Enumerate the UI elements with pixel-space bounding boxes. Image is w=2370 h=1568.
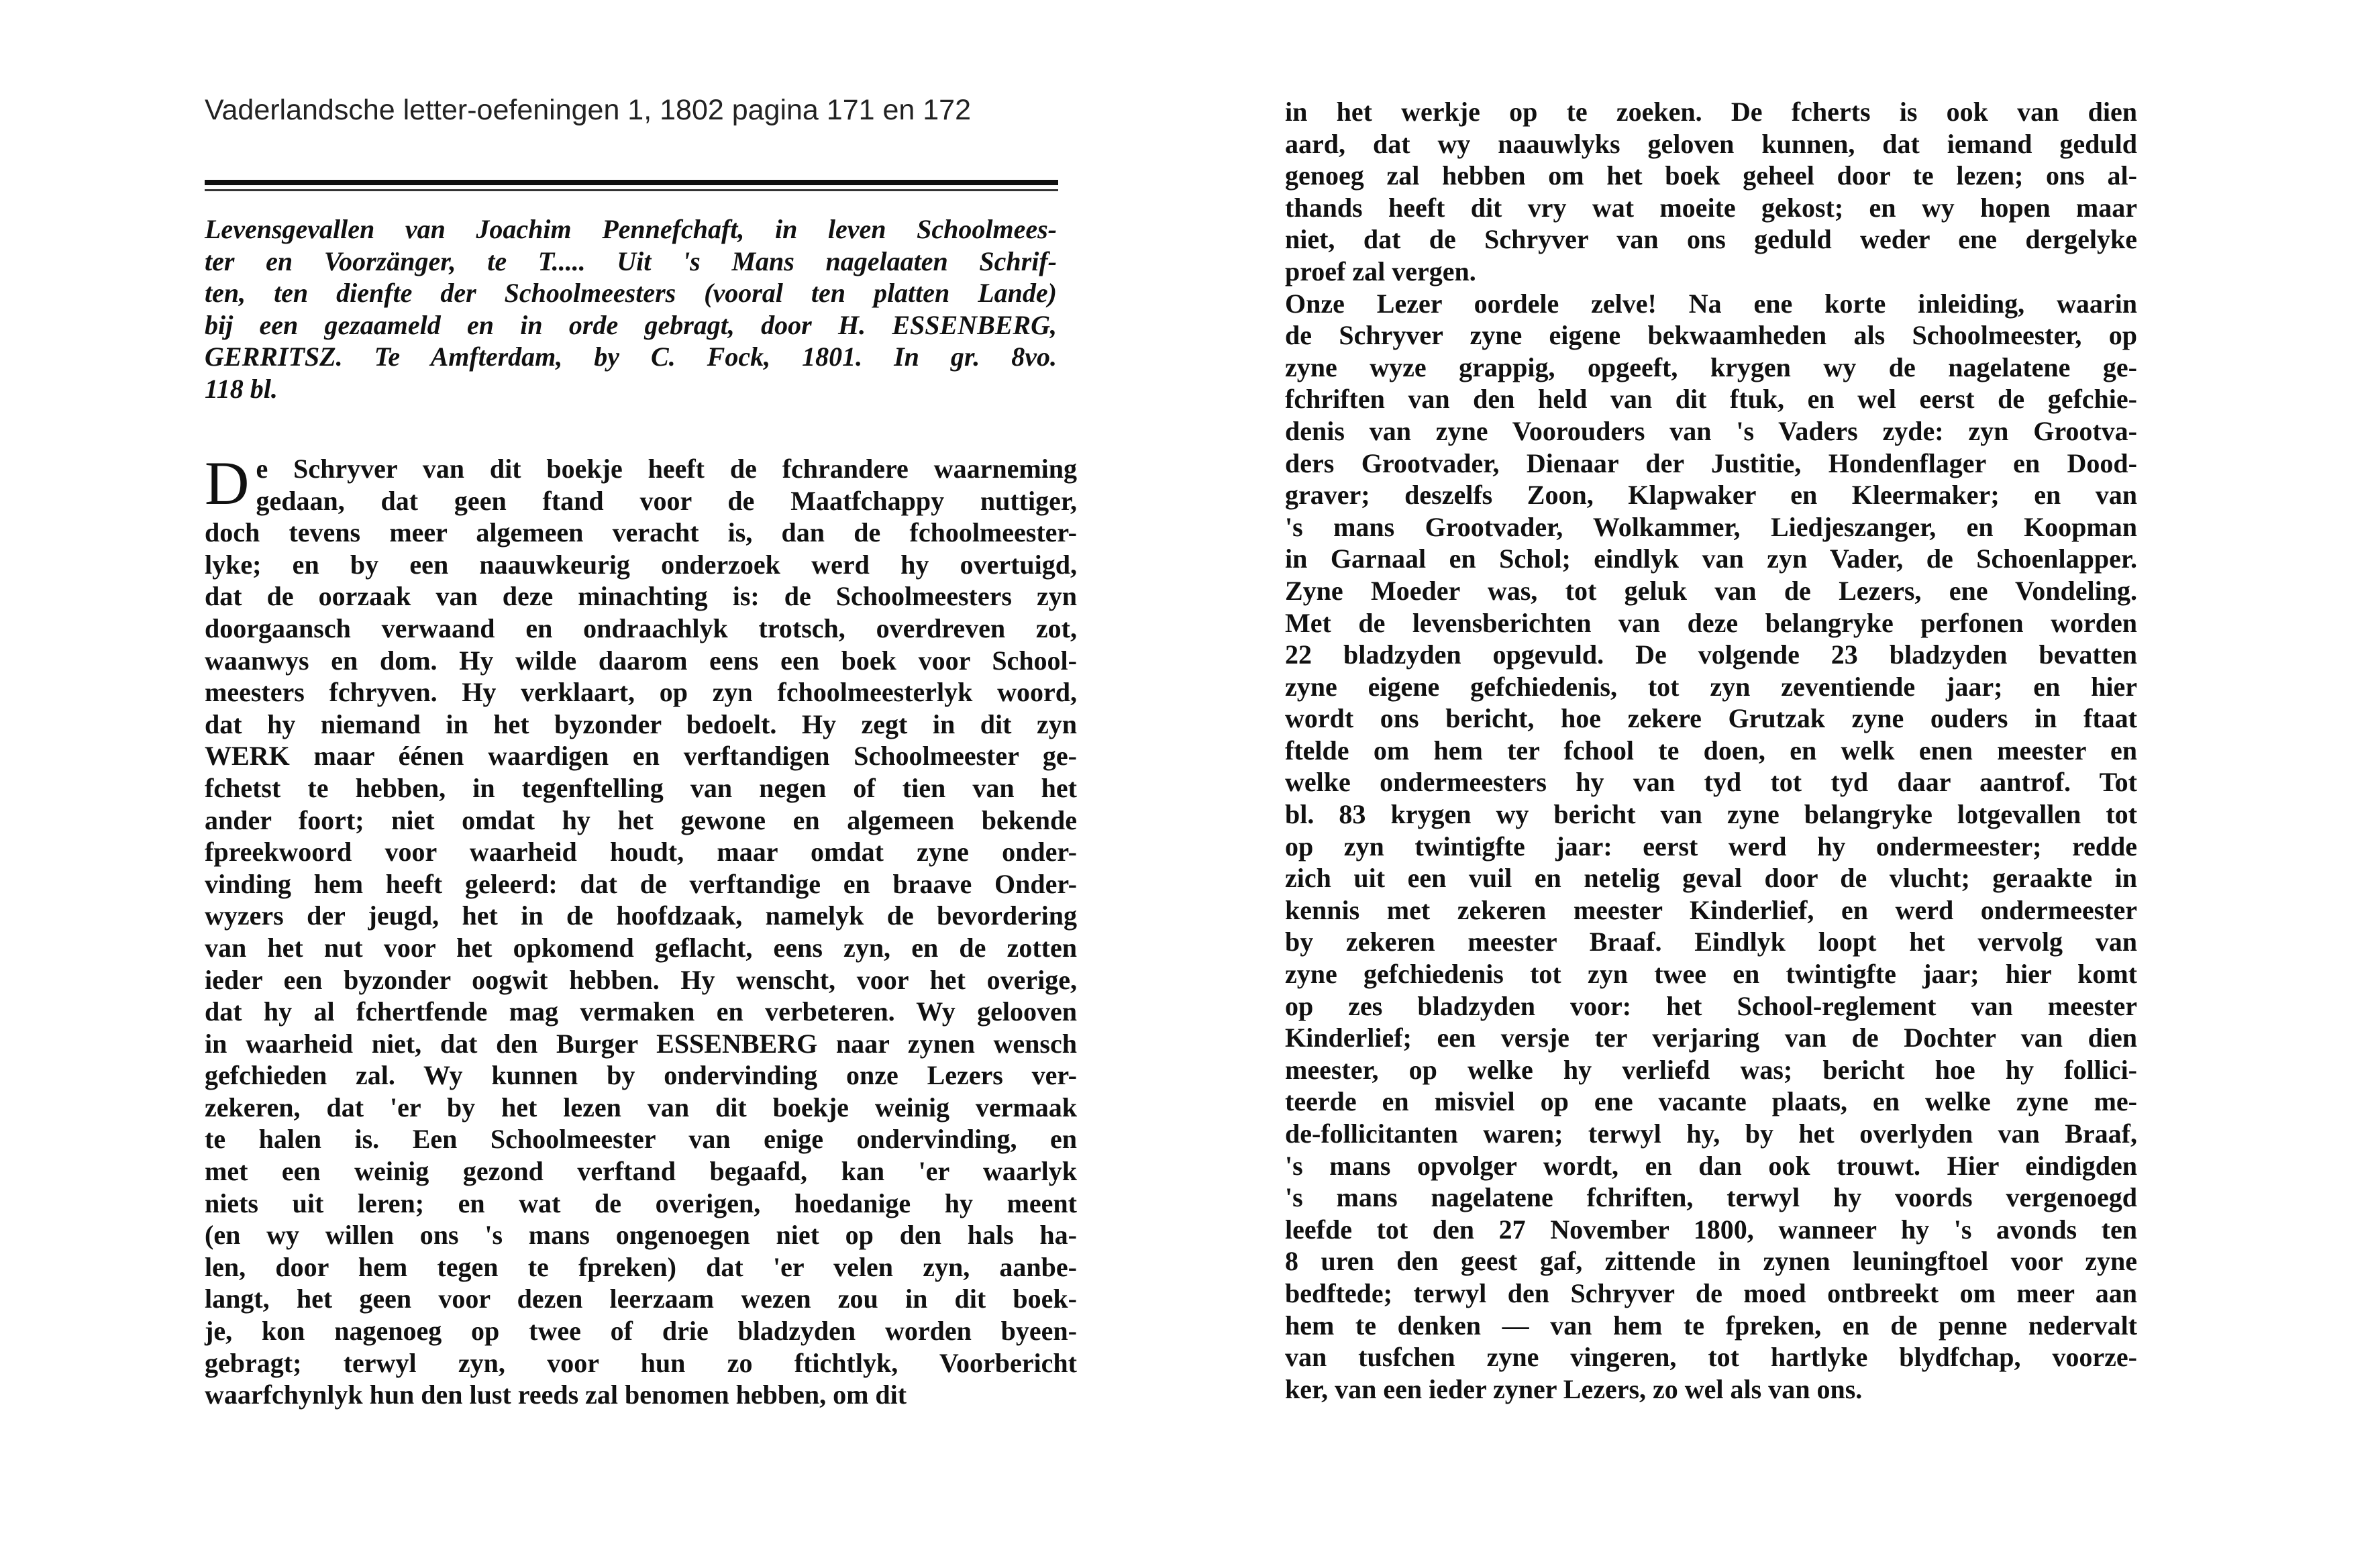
- text-line: denis van zyne Voorouders van 's Vaders zyde: zyn Grootva-: [1285, 415, 2137, 446]
- text-line: proef zal vergen.: [1285, 256, 1476, 286]
- text-line: op zyn twintigfte jaar: eerst werd hy ondermeester; redde: [1285, 831, 2137, 861]
- text-line: welke ondermeesters hy van tyd tot tyd daar aantrof. Tot: [1285, 767, 2137, 798]
- text-line: op zes bladzyden voor: het School-reglement van meester: [1285, 990, 2137, 1021]
- text-line: ker, van een ieder zyner Lezers, zo wel als van ons.: [1285, 1373, 1863, 1404]
- title-line: bij een gezaameld en in orde gebragt, door H. ESSENBERG,: [205, 309, 1057, 340]
- text-line: waarfchynlyk hun den lust reeds zal benomen hebben, om dit: [205, 1379, 907, 1410]
- text-line: de Schryver zyne eigene bekwaamheden als Schoolmeester, op: [1285, 320, 2137, 351]
- text-line: te halen is. Een Schoolmeester van enige ondervinding, en: [205, 1124, 1077, 1155]
- right-page-body: [1285, 96, 2137, 1405]
- text-line: in Garnaal en Schol; eindlyk van zyn Vader, de Schoenlapper.: [1285, 543, 2137, 574]
- text-line: wordt ons bericht, hoe zekere Grutzak zyne ouders in ftaat: [1285, 703, 2137, 734]
- text-line: van tusfchen zyne vingeren, tot hartlyke blydfchap, voorze-: [1285, 1342, 2137, 1373]
- text-line: Met de levensberichten van deze belangryke perfonen worden: [1285, 607, 2137, 638]
- text-line: meester, op welke hy verliefd was; bericht hoe hy follici-: [1285, 1054, 2137, 1085]
- text-line: hem te denken — van hem te fpreken, en de penne nedervalt: [1285, 1310, 2137, 1341]
- text-line: e Schryver van dit boekje heeft de fchrandere waarneming: [256, 454, 1077, 484]
- text-line: aard, dat wy naauwlyks geloven kunnen, dat iemand geduld: [1285, 128, 2137, 159]
- text-line: van het nut voor het opkomend geflacht, eens zyn, en de zotten: [205, 932, 1077, 963]
- text-line: dat hy al fchertfende mag vermaken en verbeteren. Wy gelooven: [205, 996, 1077, 1027]
- text-line: genoeg zal hebben om het boek geheel door te lezen; ons al-: [1285, 160, 2137, 191]
- text-line: Zyne Moeder was, tot geluk van de Lezers, ene Vondeling.: [1285, 575, 2137, 606]
- title-line: ter en Voorzänger, te T..... Uit 's Mans nagelaaten Schrif-: [205, 246, 1057, 276]
- text-line: WERK maar éénen waardigen en verftandigen Schoolmeester ge-: [205, 741, 1077, 772]
- text-line: dat hy niemand in het byzonder bedoelt. Hy zegt in dit zyn: [205, 709, 1077, 739]
- left-page-body: [205, 449, 1077, 1411]
- text-line: leefde tot den 27 November 1800, wanneer hy 's avonds ten: [1285, 1214, 2137, 1245]
- text-line: 's mans nagelatene fchriften, terwyl hy voords vergenoegd: [1285, 1182, 2137, 1213]
- text-line: kennis met zekeren meester Kinderlief, en werd ondermeester: [1285, 894, 2137, 925]
- text-line: ders Grootvader, Dienaar der Justitie, Hondenflager en Dood-: [1285, 448, 2137, 478]
- text-line: (en wy willen ons 's mans ongenoegen niet op den hals ha-: [205, 1220, 1077, 1251]
- text-line: wyzers der jeugd, het in de hoofdzaak, namelyk de bevordering: [205, 900, 1077, 931]
- text-line: bedftede; terwyl den Schryver de moed ontbreekt om meer aan: [1285, 1277, 2137, 1308]
- text-line: gefchieden zal. Wy kunnen by ondervinding onze Lezers ver-: [205, 1060, 1077, 1091]
- text-line: 22 bladzyden opgevuld. De volgende 23 bladzyden bevatten: [1285, 639, 2137, 670]
- title-line: 118 bl.: [205, 373, 278, 404]
- document-caption: Vaderlandsche letter-oefeningen 1, 1802 pagina 171 en 172: [205, 94, 971, 126]
- text-line: zyne wyze grappig, opgeeft, krygen wy de nagelatene ge-: [1285, 352, 2137, 382]
- text-line: in waarheid niet, dat den Burger ESSENBERG naar zynen wensch: [205, 1028, 1077, 1059]
- text-line: niet, dat de Schryver van ons geduld weder ene dergelyke: [1285, 224, 2137, 255]
- title-line: ten, ten dienfte der Schoolmeesters (vooral ten platten Lande): [205, 278, 1057, 309]
- text-line: fpreekwoord voor waarheid houdt, maar omdat zyne onder-: [205, 837, 1077, 868]
- text-line: bl. 83 krygen wy bericht van zyne belangryke lotgevallen tot: [1285, 799, 2137, 830]
- text-line: graver; deszelfs Zoon, Klapwaker en Kleermaker; en van: [1285, 480, 2137, 511]
- text-line: 8 uren den geest gaf, zittende in zynen leuningftoel voor zyne: [1285, 1246, 2137, 1277]
- text-line: waanwys en dom. Hy wilde daarom eens een boek voor School-: [205, 645, 1077, 676]
- text-line: Onze Lezer oordele zelve! Na ene korte inleiding, waarin: [1285, 288, 2137, 319]
- text-line: je, kon nagenoeg op twee of drie bladzyden worden byeen-: [205, 1316, 1077, 1347]
- text-line: len, door hem tegen te fpreken) dat 'er velen zyn, aanbe-: [205, 1251, 1077, 1282]
- text-line: gebragt; terwyl zyn, voor hun zo ftichtlyk, Voorbericht: [205, 1347, 1077, 1378]
- text-line: ander foort; niet omdat hy het gewone en algemeen bekende: [205, 804, 1077, 835]
- text-line: 's mans Grootvader, Wolkammer, Liedjeszanger, en Koopman: [1285, 511, 2137, 542]
- text-line: zich uit een vuil en netelig geval door de vlucht; geraakte in: [1285, 863, 2137, 894]
- text-line: de-follicitanten waren; terwyl hy, by het overlyden van Braaf,: [1285, 1118, 2137, 1149]
- text-line: in het werkje op te zoeken. De fcherts is ook van dien: [1285, 97, 2137, 127]
- text-line: zyne eigene gefchiedenis, tot zyn zeventiende jaar; en hier: [1285, 671, 2137, 702]
- text-line: lyke; en by een naauwkeurig onderzoek werd hy overtuigd,: [205, 549, 1077, 580]
- text-line: teerde en misviel op ene vacante plaats, en welke zyne me-: [1285, 1086, 2137, 1117]
- text-line: fchriften van den held van dit ftuk, en wel eerst de gefchie-: [1285, 384, 2137, 415]
- book-title-block: [205, 213, 1057, 405]
- drop-cap: D: [205, 449, 250, 517]
- text-line: dat de oorzaak van deze minachting is: de Schoolmeesters zyn: [205, 581, 1077, 612]
- text-line: doorgaansch verwaand en ondraachlyk trotsch, overdreven zot,: [205, 613, 1077, 643]
- title-line: GERRITSZ. Te Amfterdam, by C. Fock, 1801. In gr. 8vo.: [205, 342, 1057, 372]
- text-line: fchetst te hebben, in tegenftelling van negen of tien van het: [205, 772, 1077, 803]
- text-line: ieder een byzonder oogwit hebben. Hy wenscht, voor het overige,: [205, 964, 1077, 995]
- text-line: met een weinig gezond verftand begaafd, kan 'er waarlyk: [205, 1156, 1077, 1187]
- text-line: zekeren, dat 'er by het lezen van dit boekje weinig vermaak: [205, 1092, 1077, 1122]
- title-line: Levensgevallen van Joachim Pennefchaft, in leven Schoolmees-: [205, 214, 1057, 244]
- text-line: meesters fchryven. Hy verklaart, op zyn fchoolmeesterlyk woord,: [205, 677, 1077, 708]
- text-line: zyne gefchiedenis tot zyn twee en twintigfte jaar; hier komt: [1285, 959, 2137, 990]
- text-line: langt, het geen voor dezen leerzaam wezen zou in dit boek-: [205, 1284, 1077, 1314]
- text-line: Kinderlief; een versje ter verjaring van de Dochter van dien: [1285, 1023, 2137, 1053]
- text-line: ftelde om hem ter fchool te doen, en welk enen meester en: [1285, 735, 2137, 766]
- text-line: thands heeft dit vry wat moeite gekost; en wy hopen maar: [1285, 192, 2137, 223]
- text-line: 's mans opvolger wordt, en dan ook trouwt. Hier eindigden: [1285, 1150, 2137, 1181]
- text-line: by zekeren meester Braaf. Eindlyk loopt het vervolg van: [1285, 927, 2137, 957]
- header-rule: [205, 180, 1058, 185]
- text-line: doch tevens meer algemeen veracht is, dan de fchoolmeester-: [205, 517, 1077, 548]
- text-line: gedaan, dat geen ftand voor de Maatfchappy nuttiger,: [256, 485, 1077, 516]
- text-line: vinding hem heeft geleerd: dat de verftandige en braave Onder-: [205, 868, 1077, 899]
- text-line: niets uit leren; en wat de overigen, hoedanige hy meent: [205, 1188, 1077, 1218]
